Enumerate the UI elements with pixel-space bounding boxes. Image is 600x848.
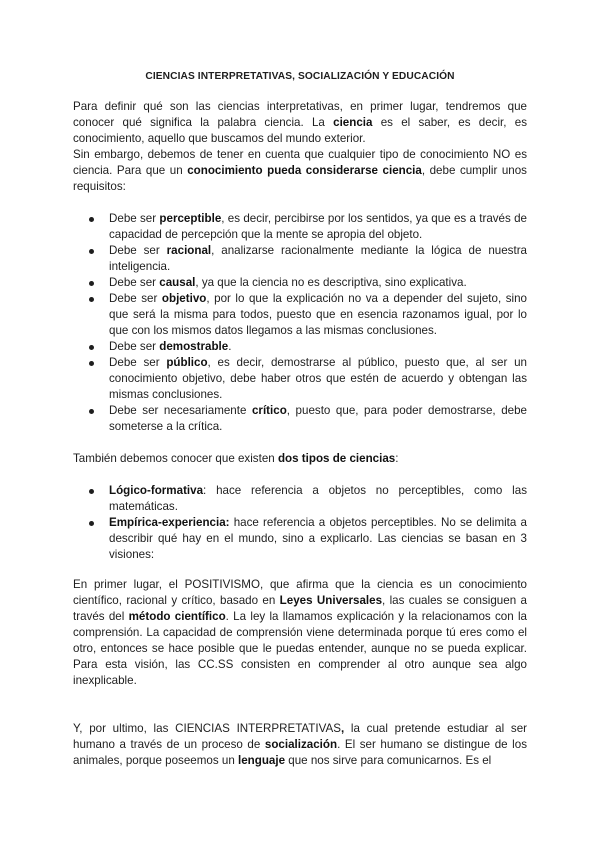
bullet-icon: [89, 361, 94, 366]
list-item: Empírica-experiencia: hace referencia a objetos perceptibles. No se delimita a describir qué hay en el mundo, sino a explicarlo. Las ciencias se basan en 3 visiones:: [73, 515, 527, 563]
list-item: Debe ser racional, analizarse racionalmente mediante la lógica de nuestra inteligencia.: [73, 243, 527, 275]
requisitos-list: [73, 211, 527, 435]
list-item: Debe ser necesariamente crítico, puesto que, para poder demostrarse, debe someterse a la crítica.: [73, 403, 527, 435]
list-item: Debe ser demostrable.: [73, 339, 527, 355]
bullet-icon: [89, 521, 94, 526]
positivismo-section: [73, 577, 527, 689]
bullet-icon: [89, 297, 94, 302]
bullet-icon: [89, 249, 94, 254]
bullet-icon: [89, 345, 94, 350]
list-item: Debe ser causal, ya que la ciencia no es descriptiva, sino explicativa.: [73, 275, 527, 291]
list-item: Debe ser objetivo, por lo que la explicación no va a depender del sujeto, sino que será la misma para todos, puesto que en esencia razonamos igual, por lo que con los mismos datos llegamos a las mismas conclusiones.: [73, 291, 527, 339]
tipos-paragraph: También debemos conocer que existen dos tipos de ciencias:: [73, 452, 399, 465]
bullet-icon: [89, 409, 94, 414]
interpretativas-section: [73, 721, 527, 769]
intro-paragraph-1: Para definir qué son las ciencias interpretativas, en primer lugar, tendremos que conocer qué significa la palabra ciencia. La ciencia es el saber, es decir, es conocimiento, aquello que buscamos del mundo exterior.: [73, 100, 527, 145]
bullet-icon: [89, 217, 94, 222]
positivismo-paragraph: En primer lugar, el POSITIVISMO, que afirma que la ciencia es un conocimiento científico, racional y crítico, basado en Leyes Universales, las cuales se consiguen a través del método científico. La ley la llamamos explicación y la relacionamos con la comprensión. La capacidad de comprensión viene determinada porque tú eres como el otro, entonces se hace posible que le puedas entender, aunque no se pueda explicar. Para esta visión, las CC.SS consisten en comprender al otro aunque sea algo inexplicable.: [73, 578, 527, 687]
page-title: CIENCIAS INTERPRETATIVAS, SOCIALIZACIÓN Y EDUCACIÓN: [145, 71, 455, 82]
bullet-icon: [89, 489, 94, 494]
list-item: Debe ser público, es decir, demostrarse al público, puesto que, al ser un conocimiento objetivo, debe haber otros que estén de acuerdo y obtengan las mismas conclusiones.: [73, 355, 527, 403]
list-item: Debe ser perceptible, es decir, percibirse por los sentidos, ya que es a través de capacidad de percepción que la mente se apropia del objeto.: [73, 211, 527, 243]
intro-section: [73, 99, 527, 195]
intro-paragraph-2: Sin embargo, debemos de tener en cuenta que cualquier tipo de conocimiento NO es ciencia. Para que un conocimiento pueda considerarse ciencia, debe cumplir unos requisitos:: [73, 148, 527, 193]
interpretativas-paragraph: Y, por ultimo, las CIENCIAS INTERPRETATIVAS, la cual pretende estudiar al ser humano a través de un proceso de socialización. El ser humano se distingue de los animales, porque poseemos un lenguaje que nos sirve para comunicarnos. Es el: [73, 722, 528, 767]
tipos-list: [73, 483, 527, 563]
bullet-icon: [89, 281, 94, 286]
tipos-intro: [73, 451, 527, 467]
list-item: Lógico-formativa: hace referencia a objetos no perceptibles, como las matemáticas.: [73, 483, 527, 515]
